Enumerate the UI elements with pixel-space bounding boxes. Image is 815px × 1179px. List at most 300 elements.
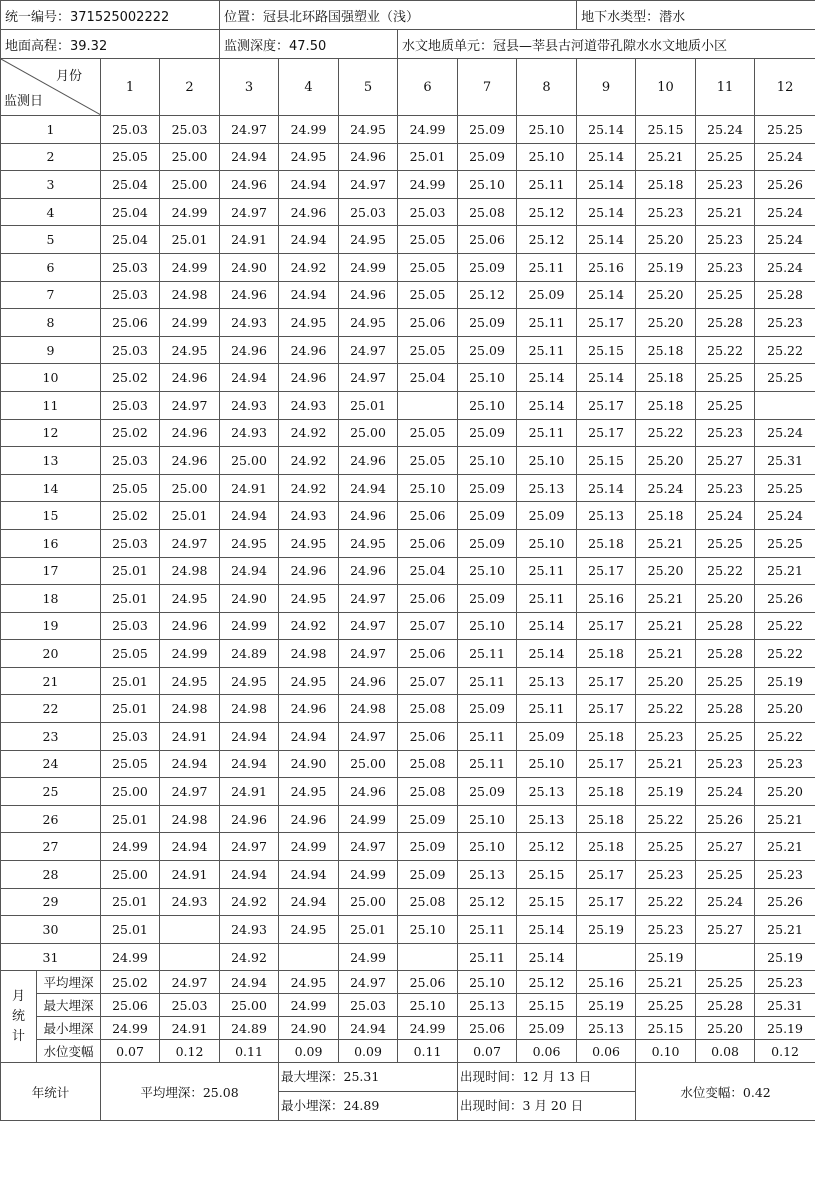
depth-value-cell: 24.97	[220, 833, 279, 861]
depth-value-cell: 25.11	[458, 640, 517, 668]
depth-value-cell: 24.95	[160, 585, 220, 613]
depth-value-cell: 24.99	[398, 171, 458, 199]
depth-value-cell: 24.96	[220, 281, 279, 309]
depth-value-cell: 25.26	[696, 805, 755, 833]
depth-value-cell: 25.09	[458, 585, 517, 613]
depth-value-cell: 25.01	[398, 143, 458, 171]
monthly-stat-value: 25.21	[636, 971, 696, 994]
day-row	[1, 198, 815, 226]
depth-value-cell: 25.00	[339, 419, 398, 447]
depth-value-cell: 25.03	[398, 198, 458, 226]
depth-value-cell: 25.06	[458, 226, 517, 254]
depth-value-cell: 25.21	[636, 750, 696, 778]
annual-stat-row	[1, 1063, 815, 1092]
depth-value-cell: 25.00	[220, 447, 279, 475]
depth-value-cell	[160, 943, 220, 971]
day-row	[1, 557, 815, 585]
depth-value-cell: 25.11	[517, 253, 577, 281]
depth-value-cell: 25.24	[755, 502, 815, 530]
depth-value-cell: 25.18	[577, 778, 636, 806]
day-axis-label: 监测日	[4, 94, 44, 109]
depth-value-cell: 24.90	[279, 750, 339, 778]
depth-value-cell: 24.96	[339, 667, 398, 695]
depth-value-cell: 25.10	[458, 612, 517, 640]
depth-value-cell: 25.03	[101, 281, 160, 309]
depth-value-cell: 24.96	[339, 778, 398, 806]
depth-value-cell: 25.12	[517, 198, 577, 226]
depth-value-cell: 25.17	[577, 557, 636, 585]
depth-value-cell: 25.23	[636, 861, 696, 889]
depth-value-cell: 25.12	[517, 226, 577, 254]
depth-value-cell: 25.21	[636, 612, 696, 640]
depth-value-cell: 25.25	[636, 833, 696, 861]
depth-value-cell: 25.22	[755, 723, 815, 751]
depth-value-cell: 25.02	[101, 364, 160, 392]
depth-value-cell: 25.11	[458, 916, 517, 944]
month-header-cell: 6	[398, 59, 458, 116]
depth-value-cell: 25.26	[755, 171, 815, 199]
depth-value-cell: 25.08	[398, 888, 458, 916]
month-header-cell: 12	[755, 59, 815, 116]
depth-value-cell: 25.15	[636, 116, 696, 144]
monthly-stat-label: 水位变幅	[37, 1040, 101, 1063]
day-label: 22	[1, 695, 101, 723]
day-row	[1, 805, 815, 833]
depth-value-cell: 24.95	[220, 529, 279, 557]
depth-value-cell: 25.03	[339, 198, 398, 226]
depth-value-cell: 25.09	[458, 778, 517, 806]
depth-value-cell: 24.97	[160, 391, 220, 419]
depth-value-cell: 24.92	[279, 474, 339, 502]
depth-value-cell: 24.95	[339, 226, 398, 254]
day-row	[1, 364, 815, 392]
depth-value-cell: 25.22	[755, 336, 815, 364]
depth-value-cell: 25.05	[398, 447, 458, 475]
depth-value-cell: 25.14	[577, 364, 636, 392]
monthly-stat-value: 25.20	[696, 1017, 755, 1040]
monthly-stat-value: 0.07	[101, 1040, 160, 1063]
depth-value-cell: 24.93	[279, 502, 339, 530]
depth-value-cell: 25.06	[398, 309, 458, 337]
depth-value-cell: 25.23	[755, 750, 815, 778]
depth-value-cell: 25.17	[577, 695, 636, 723]
depth-value-cell: 25.14	[577, 474, 636, 502]
depth-value-cell: 25.05	[398, 226, 458, 254]
depth-value-cell: 25.00	[101, 778, 160, 806]
depth-value-cell: 25.11	[458, 943, 517, 971]
depth-value-cell: 25.00	[160, 474, 220, 502]
depth-value-cell: 24.95	[339, 116, 398, 144]
day-label: 9	[1, 336, 101, 364]
depth-value-cell: 25.13	[458, 861, 517, 889]
depth-value-cell: 25.08	[398, 695, 458, 723]
day-row	[1, 695, 815, 723]
monthly-stat-value: 24.97	[160, 971, 220, 994]
day-row	[1, 253, 815, 281]
day-label: 30	[1, 916, 101, 944]
depth-value-cell: 25.25	[696, 667, 755, 695]
depth-value-cell: 25.04	[398, 364, 458, 392]
header-corner	[1, 59, 101, 116]
depth-value-cell: 24.96	[279, 805, 339, 833]
depth-value-cell: 24.96	[160, 419, 220, 447]
monthly-stat-value: 0.07	[458, 1040, 517, 1063]
depth-value-cell: 24.96	[339, 143, 398, 171]
month-header-cell: 3	[220, 59, 279, 116]
monthly-stat-value: 25.13	[458, 994, 517, 1017]
depth-value-cell: 25.23	[696, 474, 755, 502]
depth-value-cell: 25.27	[696, 833, 755, 861]
day-row	[1, 529, 815, 557]
monthly-stat-row	[1, 971, 815, 994]
depth-value-cell: 25.19	[755, 667, 815, 695]
depth-value-cell: 24.96	[279, 364, 339, 392]
depth-value-cell: 25.03	[160, 116, 220, 144]
depth-value-cell: 25.01	[101, 557, 160, 585]
depth-value-cell: 25.18	[577, 805, 636, 833]
depth-value-cell: 25.12	[458, 281, 517, 309]
depth-value-cell: 25.15	[517, 888, 577, 916]
depth-value-cell: 24.95	[279, 585, 339, 613]
depth-value-cell: 25.22	[636, 695, 696, 723]
depth-value-cell: 25.23	[636, 723, 696, 751]
depth-value-cell: 24.91	[220, 226, 279, 254]
depth-value-cell: 24.99	[220, 612, 279, 640]
depth-value-cell: 24.97	[339, 336, 398, 364]
depth-value-cell: 24.97	[339, 723, 398, 751]
depth-value-cell: 25.10	[517, 750, 577, 778]
day-label: 28	[1, 861, 101, 889]
depth-value-cell: 25.18	[636, 171, 696, 199]
depth-value-cell: 25.09	[458, 419, 517, 447]
depth-value-cell: 25.01	[101, 916, 160, 944]
day-label: 12	[1, 419, 101, 447]
annual-range: 水位变幅：0.42	[636, 1063, 815, 1121]
day-row	[1, 723, 815, 751]
monthly-stat-value: 25.06	[398, 971, 458, 994]
depth-value-cell: 25.24	[696, 502, 755, 530]
depth-value-cell: 25.14	[577, 198, 636, 226]
depth-value-cell: 24.93	[220, 916, 279, 944]
day-row	[1, 833, 815, 861]
depth-value-cell: 25.20	[636, 557, 696, 585]
depth-value-cell: 25.08	[458, 198, 517, 226]
depth-value-cell: 25.06	[398, 585, 458, 613]
monthly-stat-value: 0.06	[517, 1040, 577, 1063]
depth-value-cell: 24.99	[339, 805, 398, 833]
day-label: 21	[1, 667, 101, 695]
depth-value-cell: 25.17	[577, 612, 636, 640]
monthly-stat-label: 最大埋深	[37, 994, 101, 1017]
depth-value-cell: 25.11	[517, 171, 577, 199]
monthly-stat-value: 25.28	[696, 994, 755, 1017]
day-row	[1, 640, 815, 668]
monthly-stat-value: 0.11	[398, 1040, 458, 1063]
depth-value-cell: 24.94	[279, 226, 339, 254]
depth-value-cell: 25.22	[636, 419, 696, 447]
depth-value-cell: 24.92	[220, 943, 279, 971]
day-row	[1, 226, 815, 254]
depth-value-cell: 24.96	[339, 557, 398, 585]
depth-value-cell: 24.91	[220, 778, 279, 806]
depth-value-cell: 24.94	[279, 888, 339, 916]
day-label: 20	[1, 640, 101, 668]
depth-value-cell: 25.00	[101, 861, 160, 889]
month-header-cell: 8	[517, 59, 577, 116]
depth-value-cell: 25.03	[101, 116, 160, 144]
day-row	[1, 667, 815, 695]
depth-value-cell: 24.93	[220, 391, 279, 419]
depth-value-cell: 24.96	[339, 281, 398, 309]
depth-value-cell: 25.25	[696, 281, 755, 309]
depth-value-cell: 24.92	[279, 447, 339, 475]
depth-value-cell: 25.01	[160, 226, 220, 254]
depth-value-cell: 25.00	[160, 171, 220, 199]
depth-value-cell: 25.25	[755, 474, 815, 502]
depth-value-cell: 25.25	[696, 529, 755, 557]
depth-value-cell: 25.16	[577, 585, 636, 613]
depth-value-cell: 25.11	[517, 419, 577, 447]
monthly-stat-value: 25.06	[458, 1017, 517, 1040]
depth-value-cell: 24.95	[220, 667, 279, 695]
depth-value-cell: 25.21	[696, 198, 755, 226]
depth-value-cell: 25.17	[577, 419, 636, 447]
depth-value-cell: 25.28	[696, 695, 755, 723]
depth-value-cell: 24.96	[220, 805, 279, 833]
depth-value-cell: 24.94	[220, 364, 279, 392]
depth-value-cell: 25.11	[517, 309, 577, 337]
depth-value-cell: 24.94	[160, 750, 220, 778]
depth-value-cell: 25.13	[517, 474, 577, 502]
depth-value-cell: 24.95	[279, 667, 339, 695]
depth-value-cell: 24.94	[279, 171, 339, 199]
depth-value-cell: 25.18	[577, 529, 636, 557]
depth-value-cell: 25.24	[636, 474, 696, 502]
depth-value-cell: 24.96	[279, 198, 339, 226]
depth-value-cell: 25.05	[398, 253, 458, 281]
depth-value-cell: 25.05	[398, 419, 458, 447]
depth-value-cell: 25.15	[577, 336, 636, 364]
depth-value-cell: 25.22	[696, 557, 755, 585]
depth-value-cell: 25.23	[755, 309, 815, 337]
monthly-stat-value: 25.03	[160, 994, 220, 1017]
day-label: 25	[1, 778, 101, 806]
depth-value-cell: 25.06	[398, 640, 458, 668]
depth-value-cell: 25.25	[755, 364, 815, 392]
day-label: 5	[1, 226, 101, 254]
depth-value-cell: 24.94	[220, 143, 279, 171]
depth-value-cell: 25.20	[696, 585, 755, 613]
depth-value-cell: 25.28	[755, 281, 815, 309]
depth-value-cell: 25.12	[458, 888, 517, 916]
depth-value-cell: 25.21	[636, 585, 696, 613]
depth-value-cell: 25.23	[696, 419, 755, 447]
depth-value-cell: 25.22	[755, 612, 815, 640]
depth-value-cell: 24.97	[339, 640, 398, 668]
depth-value-cell: 25.23	[696, 226, 755, 254]
depth-value-cell: 25.21	[755, 916, 815, 944]
depth-value-cell: 25.10	[398, 916, 458, 944]
depth-value-cell: 25.19	[577, 916, 636, 944]
depth-value-cell: 24.94	[220, 502, 279, 530]
month-header-cell: 11	[696, 59, 755, 116]
monthly-stat-value: 0.11	[220, 1040, 279, 1063]
depth-value-cell: 25.24	[696, 888, 755, 916]
depth-value-cell: 25.03	[101, 447, 160, 475]
day-row	[1, 171, 815, 199]
monthly-stat-value: 0.12	[160, 1040, 220, 1063]
depth-value-cell: 25.01	[160, 502, 220, 530]
monthly-stat-value: 24.94	[220, 971, 279, 994]
day-row	[1, 585, 815, 613]
depth-value-cell: 25.11	[517, 336, 577, 364]
depth-value-cell: 24.99	[101, 943, 160, 971]
monthly-stat-value: 25.15	[636, 1017, 696, 1040]
depth-value-cell: 25.21	[755, 833, 815, 861]
day-row	[1, 447, 815, 475]
depth-value-cell: 24.97	[160, 778, 220, 806]
depth-value-cell: 25.24	[755, 253, 815, 281]
groundwater-type: 地下水类型：潜水	[577, 1, 815, 30]
monthly-stat-value: 0.10	[636, 1040, 696, 1063]
depth-value-cell: 25.24	[755, 226, 815, 254]
day-row	[1, 778, 815, 806]
depth-value-cell: 25.06	[398, 723, 458, 751]
depth-value-cell: 25.17	[577, 750, 636, 778]
depth-value-cell: 25.23	[696, 171, 755, 199]
depth-value-cell: 25.14	[577, 171, 636, 199]
depth-value-cell: 25.12	[517, 833, 577, 861]
depth-value-cell: 24.89	[220, 640, 279, 668]
depth-value-cell: 25.24	[755, 143, 815, 171]
day-label: 13	[1, 447, 101, 475]
depth-value-cell: 25.10	[458, 364, 517, 392]
depth-value-cell: 24.98	[220, 695, 279, 723]
depth-value-cell: 25.14	[517, 612, 577, 640]
depth-value-cell: 25.13	[517, 778, 577, 806]
depth-value-cell: 24.98	[160, 281, 220, 309]
depth-value-cell: 24.99	[339, 943, 398, 971]
monthly-stat-value: 24.90	[279, 1017, 339, 1040]
monthly-stat-value: 25.03	[339, 994, 398, 1017]
depth-value-cell: 25.20	[636, 281, 696, 309]
depth-value-cell: 24.95	[279, 916, 339, 944]
depth-value-cell: 25.18	[577, 723, 636, 751]
depth-value-cell: 25.00	[339, 888, 398, 916]
depth-value-cell: 24.95	[160, 667, 220, 695]
depth-value-cell: 25.14	[577, 281, 636, 309]
depth-value-cell: 25.10	[458, 171, 517, 199]
depth-value-cell: 24.96	[339, 447, 398, 475]
depth-value-cell: 25.06	[398, 529, 458, 557]
annual-average-depth: 平均埋深：25.08	[101, 1063, 279, 1121]
day-row	[1, 309, 815, 337]
depth-value-cell: 25.09	[517, 281, 577, 309]
month-header-row	[1, 59, 815, 116]
month-header-cell: 1	[101, 59, 160, 116]
monthly-stat-group-char: 月	[11, 988, 25, 1004]
month-header-cell: 10	[636, 59, 696, 116]
depth-value-cell: 25.14	[577, 116, 636, 144]
depth-value-cell: 25.09	[517, 502, 577, 530]
day-label: 10	[1, 364, 101, 392]
depth-value-cell: 24.95	[339, 309, 398, 337]
depth-value-cell: 25.18	[636, 502, 696, 530]
depth-value-cell: 24.91	[160, 723, 220, 751]
depth-value-cell: 25.06	[398, 502, 458, 530]
depth-value-cell: 24.98	[160, 695, 220, 723]
day-row	[1, 943, 815, 971]
depth-value-cell: 25.23	[636, 916, 696, 944]
monthly-stat-value: 0.12	[755, 1040, 815, 1063]
monthly-stat-value: 25.00	[220, 994, 279, 1017]
depth-value-cell: 24.99	[398, 116, 458, 144]
monthly-stat-value: 24.97	[339, 971, 398, 994]
depth-value-cell: 25.21	[636, 640, 696, 668]
month-header-cell: 2	[160, 59, 220, 116]
depth-value-cell: 25.10	[398, 474, 458, 502]
depth-value-cell: 24.95	[279, 529, 339, 557]
depth-value-cell: 25.09	[517, 723, 577, 751]
depth-value-cell: 25.09	[458, 502, 517, 530]
annual-max-time: 出现时间：12 月 13 日	[458, 1063, 636, 1092]
depth-value-cell: 25.25	[755, 529, 815, 557]
depth-value-cell: 25.25	[696, 861, 755, 889]
depth-value-cell: 24.98	[160, 805, 220, 833]
depth-value-cell: 25.09	[458, 116, 517, 144]
monthly-stat-value: 25.25	[696, 971, 755, 994]
depth-value-cell: 24.96	[279, 695, 339, 723]
monthly-stat-group-char: 统	[11, 1008, 25, 1024]
depth-value-cell	[577, 943, 636, 971]
monthly-stat-value: 25.13	[577, 1017, 636, 1040]
monthly-stat-value: 25.02	[101, 971, 160, 994]
depth-value-cell: 24.96	[160, 364, 220, 392]
depth-value-cell: 25.15	[517, 861, 577, 889]
month-header-cell: 7	[458, 59, 517, 116]
ground-elevation: 地面高程：39.32	[1, 30, 220, 59]
depth-value-cell: 25.03	[101, 391, 160, 419]
depth-value-cell: 24.99	[279, 116, 339, 144]
monthly-stat-value: 25.23	[755, 971, 815, 994]
depth-value-cell: 25.14	[517, 943, 577, 971]
depth-value-cell: 24.94	[279, 723, 339, 751]
depth-value-cell: 25.25	[755, 116, 815, 144]
depth-value-cell: 24.96	[160, 612, 220, 640]
depth-value-cell: 25.09	[458, 529, 517, 557]
depth-value-cell: 24.98	[339, 695, 398, 723]
day-row	[1, 888, 815, 916]
depth-value-cell: 25.28	[696, 309, 755, 337]
day-row	[1, 502, 815, 530]
day-row	[1, 612, 815, 640]
monthly-stat-value: 25.10	[458, 971, 517, 994]
depth-value-cell: 24.96	[220, 171, 279, 199]
monthly-stat-value: 0.09	[339, 1040, 398, 1063]
depth-value-cell: 25.14	[577, 143, 636, 171]
depth-value-cell: 25.14	[517, 916, 577, 944]
depth-value-cell: 24.93	[220, 309, 279, 337]
depth-value-cell: 25.24	[696, 778, 755, 806]
day-label: 11	[1, 391, 101, 419]
depth-value-cell: 25.20	[636, 309, 696, 337]
monthly-stat-label: 最小埋深	[37, 1017, 101, 1040]
monthly-stat-value: 24.99	[398, 1017, 458, 1040]
depth-value-cell: 25.22	[755, 640, 815, 668]
depth-value-cell: 25.01	[339, 916, 398, 944]
depth-value-cell: 25.10	[517, 143, 577, 171]
depth-value-cell: 25.09	[398, 861, 458, 889]
